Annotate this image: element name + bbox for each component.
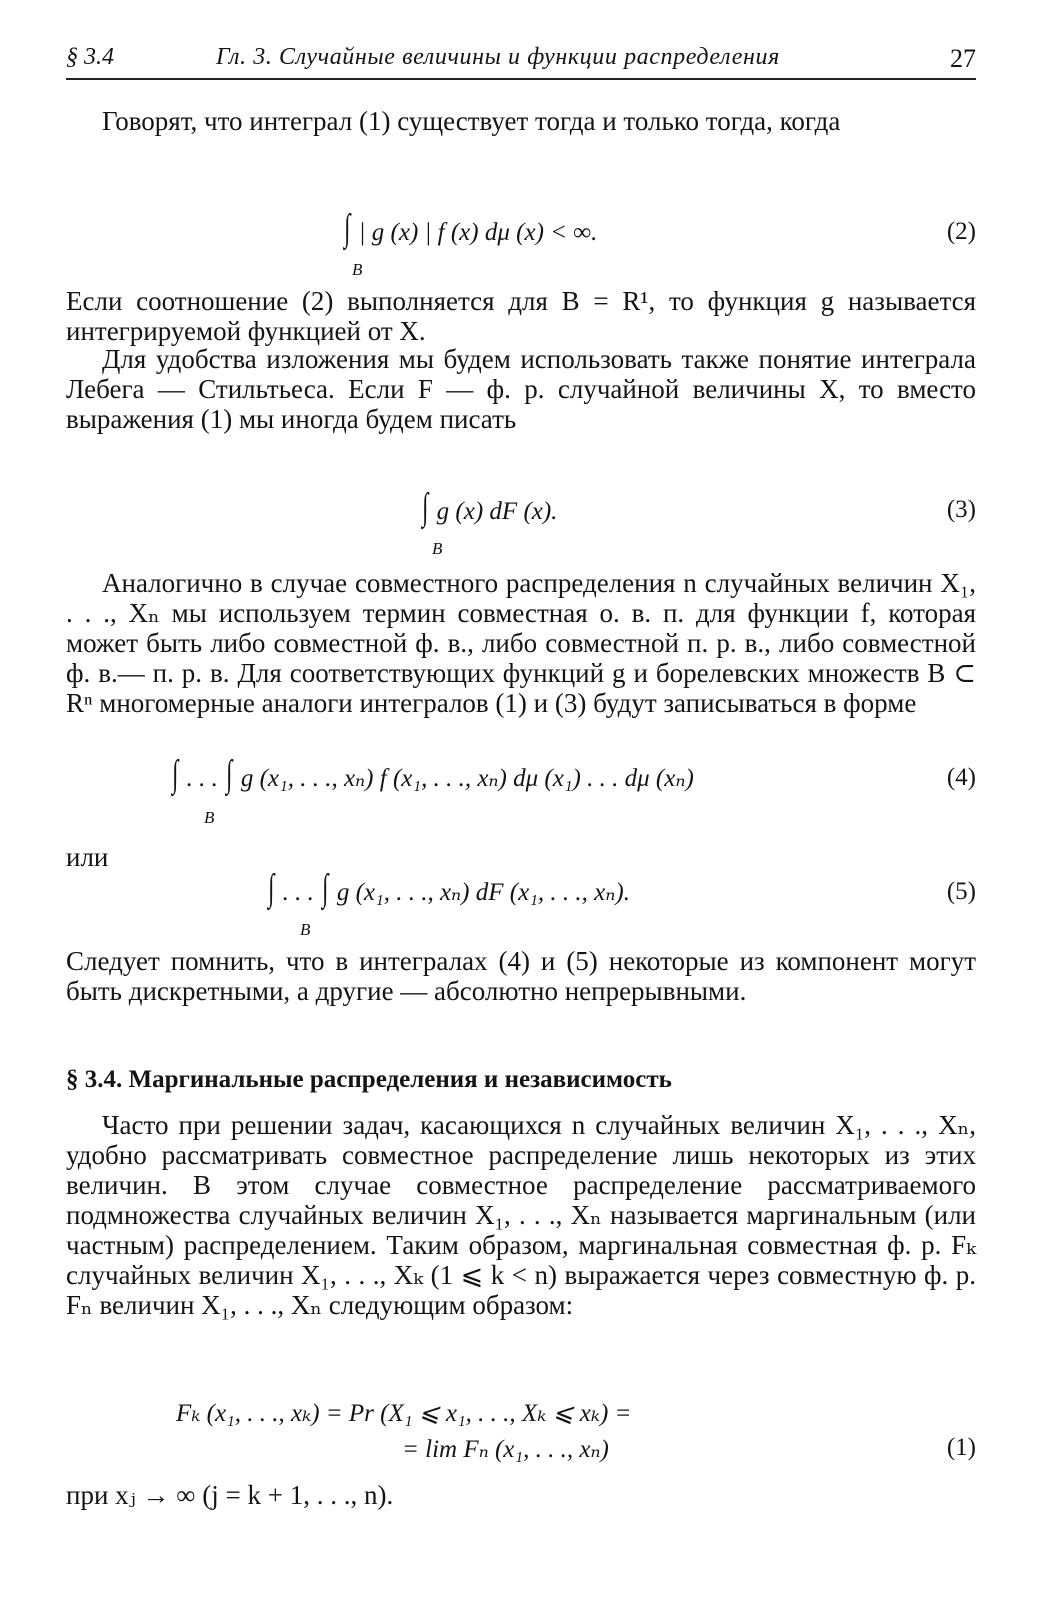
header-section-number: § 3.4 — [66, 44, 114, 70]
integral-sign: ∫ — [226, 753, 233, 795]
equation-2-number: (2) — [946, 218, 976, 245]
paragraph-2: Если соотношение (2) выполняется для B = R¹, то функция g называется интегрируемой функцией от X. — [66, 286, 976, 346]
paragraph-7: при xⱼ → ∞ (j = k + 1, . . ., n). — [66, 1480, 394, 1510]
section-heading: § 3.4. Маргинальные распределения и независимость — [66, 1066, 672, 1093]
running-header — [66, 38, 976, 78]
header-running-title: Гл. 3. Случайные величины и функции распределения — [216, 44, 780, 70]
paragraph-6: Часто при решении задач, касающихся n случайных величин X₁, . . ., Xₙ, удобно рассматривать совместное распределение лишь некоторых из этих величин. В этом случае совместное распределение рассматриваемого подмножества случайных величин X₁, . . ., Xₙ называется маргинальным (или частным) распределением. Таким образом, маргинальная совместная ф. р. Fₖ случайных величин X₁, . . ., Xₖ (1 ⩽ k < n) выражается через совместную ф. р. Fₙ величин X₁, . . ., Xₙ следующим образом: — [66, 1110, 976, 1320]
equation-5-subscript: B — [300, 920, 311, 939]
equation-3-number: (3) — [946, 496, 976, 523]
equation-1-line-1: Fₖ (x₁, . . ., xₖ) = Pr (X₁ ⩽ x₁, . . ., Xₖ ⩽ xₖ) = — [176, 1400, 632, 1427]
integral-sign: ∫ — [268, 867, 275, 909]
paragraph-4: Аналогично в случае совместного распределения n случайных величин X₁, . . ., Xₙ мы используем термин совместная о. в. п. для функции f, которая может быть либо совместной ф. в., либо совместной п. р. в., либо совместной ф. в.— п. р. в. Для соответствующих функций g и борелевских множеств B ⊂ Rⁿ многомерные аналоги интегралов (1) и (3) будут записываться в форме — [66, 568, 976, 718]
equation-4-body: g (x₁, . . ., xₙ) f (x₁, . . ., xₙ) dμ (x₁) . . . dμ (xₙ) — [240, 765, 694, 792]
equation-2-subscript: B — [352, 260, 363, 279]
integral-sign: ∫ — [322, 867, 329, 909]
paragraph-3: Для удобства изложения мы будем использовать также понятие интеграла Лебега — Стильтьеса. Если F — ф. р. случайной величины X, то вместо выражения (1) мы иногда будем писать — [66, 344, 976, 434]
equation-5-dots: . . . — [282, 879, 314, 906]
equation-3 — [420, 485, 557, 529]
equation-4-number: (4) — [946, 764, 976, 791]
integral-sign: ∫ — [172, 753, 179, 795]
equation-2-body: | g (x) | f (x) dμ (x) < ∞. — [358, 219, 598, 246]
equation-4-subscript: B — [204, 808, 215, 827]
equation-3-subscript: B — [432, 539, 443, 558]
equation-1-number: (1) — [946, 1434, 976, 1461]
header-rule — [66, 78, 976, 80]
equation-2 — [342, 206, 597, 250]
paragraph-1: Говорят, что интеграл (1) существует тогда и только тогда, когда — [102, 106, 841, 136]
equation-4-dots: . . . — [186, 765, 218, 792]
integral-sign: ∫ — [422, 486, 429, 528]
equation-5 — [266, 866, 630, 910]
page-number: 27 — [950, 44, 976, 73]
equation-1-line-2: = lim Fₙ (x₁, . . ., xₙ) — [402, 1436, 609, 1463]
equation-5-body: g (x₁, . . ., xₙ) dF (x₁, . . ., xₙ). — [336, 879, 630, 906]
integral-sign: ∫ — [344, 207, 351, 249]
equation-3-body: g (x) dF (x). — [436, 498, 558, 525]
or-word: или — [66, 842, 109, 872]
equation-5-number: (5) — [946, 878, 976, 905]
paragraph-5: Следует помнить, что в интегралах (4) и (5) некоторые из компонент могут быть дискретными, а другие — абсолютно непрерывными. — [66, 946, 976, 1006]
equation-4 — [170, 752, 694, 796]
